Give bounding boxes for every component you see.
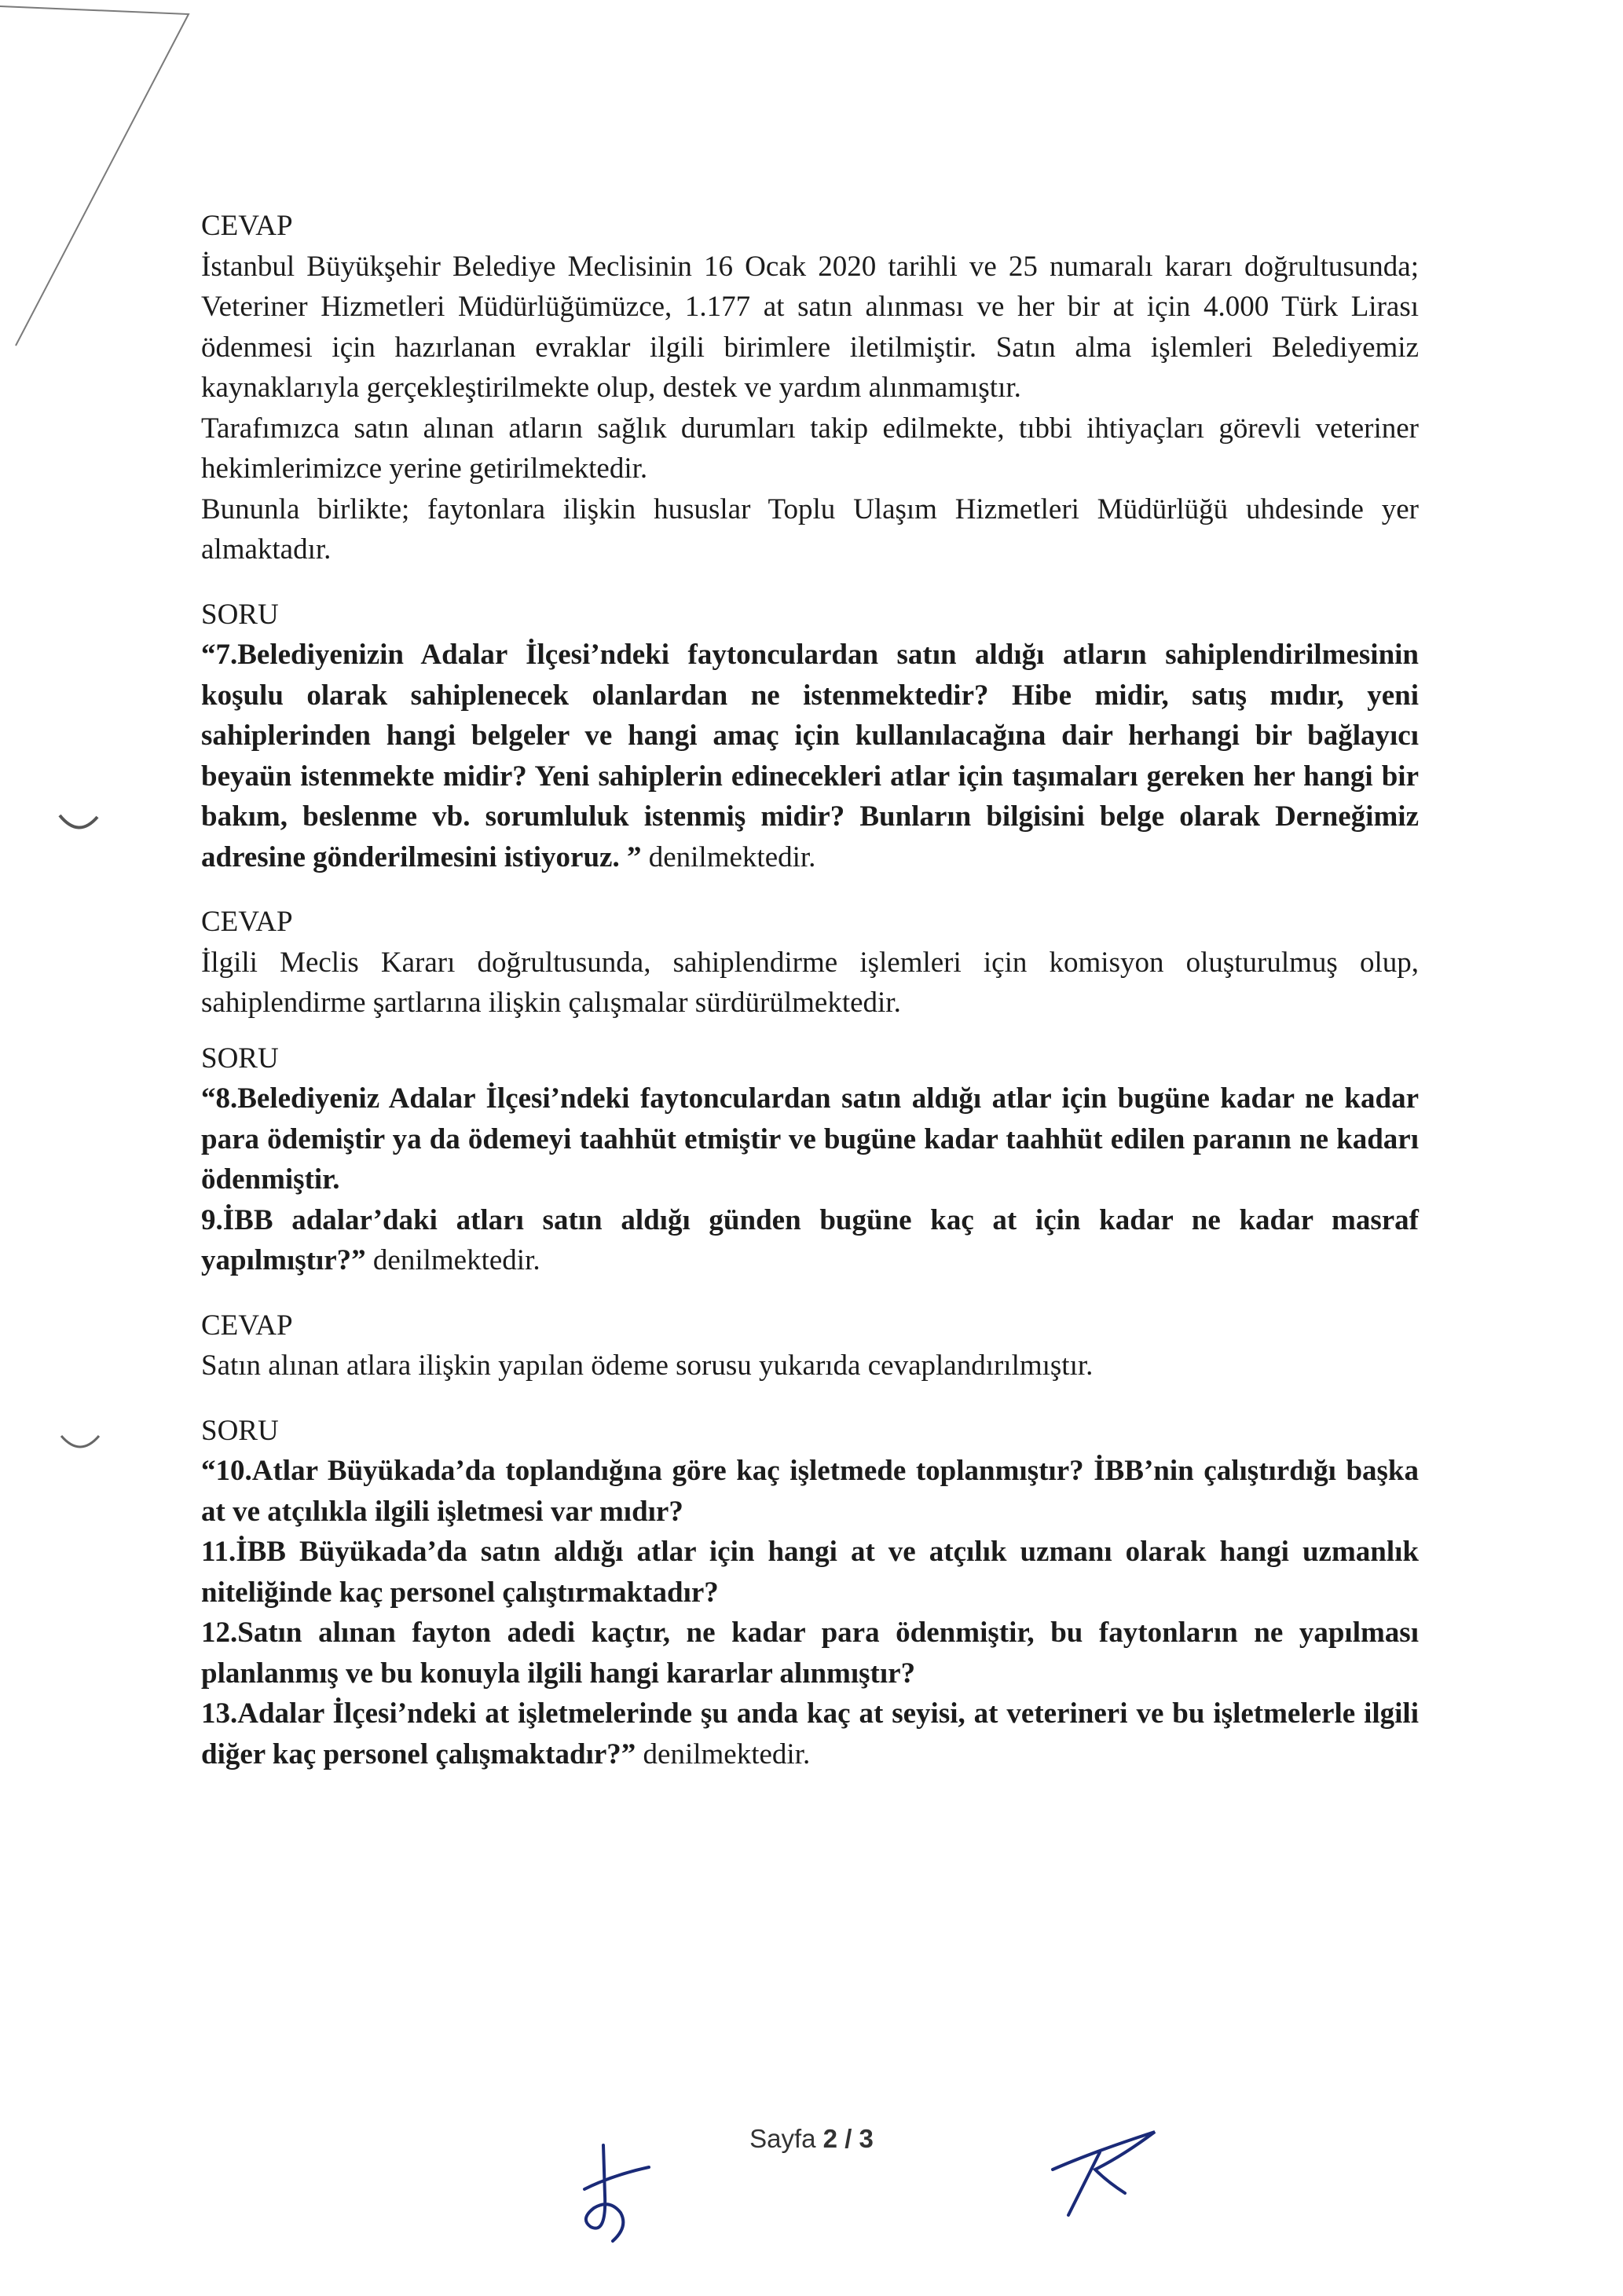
section-heading: CEVAP	[201, 210, 293, 242]
question-text: “7.Belediyenizin Adalar İlçesi’ndeki faytonculardan satın aldığı atların sahiplendirilmesinin koşulu olarak sahiplenecek olanlardan ne istenmektedir? Hibe midir, satış mıdır, yeni sahiplerinden hangi belgeler ve hangi amaç için kullanılacağına dair herhangi bir bağlayıcı beyaün istenmekte midir? Yeni sahiplerin edinecekleri atlar için taşımaları gereken her hangi bir bakım, beslenme vb. sorumluluk istenmiş midir? Bunların bilgisini belge olarak Derneğimiz adresine gönderilmesini istiyoruz. ”	[201, 639, 1419, 873]
question-paragraph	[201, 1694, 1419, 1774]
scan-fold-line	[0, 0, 204, 361]
answer-section	[201, 1305, 1419, 1386]
question-section	[201, 1411, 1419, 1775]
handwritten-initial-right	[1037, 2121, 1163, 2223]
section-heading: CEVAP	[201, 906, 293, 938]
question-section	[201, 595, 1419, 878]
answer-section	[201, 206, 1419, 570]
page-label: Sayfa	[749, 2124, 816, 2153]
question-text: “10.Atlar Büyükada’da toplandığına göre kaç işletmede toplanmıştır? İBB’nin çalıştırdığı başka at ve atçılıkla ilgili işletmesi var mıdır?	[201, 1455, 1419, 1528]
question-paragraph	[201, 1200, 1419, 1281]
section-heading: CEVAP	[201, 1309, 293, 1342]
page-separator: /	[844, 2124, 852, 2153]
question-text: 13.Adalar İlçesi’ndeki at işletmelerinde şu anda kaç at seyisi, at veterineri ve bu işletmelerle ilgili diğer kaç personel çalışmaktadır?”	[201, 1697, 1419, 1771]
answer-paragraph: İstanbul Büyükşehir Belediye Meclisinin 16 Ocak 2020 tarihli ve 25 numaralı kararı doğrultusunda; Veteriner Hizmetleri Müdürlüğümüzce, 1.177 at satın alınması ve her bir at için 4.000 Türk Lirası ödenmesi için hazırlanan evraklar ilgili birimlere iletilmiştir. Satın alma işlemleri Belediyemiz kaynaklarıyla gerçekleştirilmekte olup, destek ve yardım alınmamıştır.	[201, 250, 1419, 404]
question-text: 9.İBB adalar’daki atları satın aldığı günden bugüne kaç at için kadar ne kadar masraf yapılmıştır?”	[201, 1203, 1419, 1276]
handwritten-initial-left	[573, 2140, 660, 2250]
section-heading: SORU	[201, 1042, 279, 1075]
section-heading: SORU	[201, 1414, 279, 1447]
question-text: 11.İBB Büyükada’da satın aldığı atlar için hangi at ve atçılık uzmanı olarak hangi uzmanlık niteliğinde kaç personel çalıştırmaktadır?	[201, 1536, 1419, 1609]
answer-paragraph: İlgili Meclis Kararı doğrultusunda, sahiplendirme işlemleri için komisyon oluşturulmuş olup, sahiplendirme şartlarına ilişkin çalışmalar sürdürülmektedir.	[201, 946, 1419, 1019]
current-page: 2	[822, 2124, 838, 2153]
punch-hole-mark	[57, 1430, 104, 1461]
document-body	[201, 206, 1419, 1774]
question-tail: denilmektedir.	[648, 840, 816, 873]
answer-paragraph: Satın alınan atlara ilişkin yapılan ödeme sorusu yukarıda cevaplandırılmıştır.	[201, 1349, 1094, 1382]
answer-section	[201, 902, 1419, 1023]
total-pages: 3	[859, 2124, 874, 2153]
answer-paragraph: Bununla birlikte; faytonlara ilişkin hususlar Toplu Ulaşım Hizmetleri Müdürlüğü uhdesinde yer almaktadır.	[201, 493, 1419, 566]
punch-hole-mark	[55, 809, 102, 840]
answer-paragraph: Tarafımızca satın alınan atların sağlık durumları takip edilmekte, tıbbi ihtiyaçları görevli veteriner hekimlerimizce yerine getirilmektedir.	[201, 412, 1419, 485]
section-heading: SORU	[201, 598, 279, 631]
question-section	[201, 1038, 1419, 1281]
question-text: 12.Satın alınan fayton adedi kaçtır, ne kadar para ödenmiştir, bu faytonların ne yapılması planlanmış ve bu konuyla ilgili hangi kararlar alınmıştır?	[201, 1617, 1419, 1690]
question-text: “8.Belediyeniz Adalar İlçesi’ndeki faytonculardan satın aldığı atlar için bugüne kadar ne kadar para ödemiştir ya da ödemeyi taahhüt etmiştir ve bugüne kadar taahhüt edilen paranın ne kadarı ödenmiştir.	[201, 1082, 1419, 1196]
question-tail: denilmektedir.	[643, 1738, 811, 1771]
page-number	[0, 2124, 1623, 2154]
question-tail: denilmektedir.	[372, 1244, 540, 1276]
question-paragraph	[201, 635, 1419, 877]
